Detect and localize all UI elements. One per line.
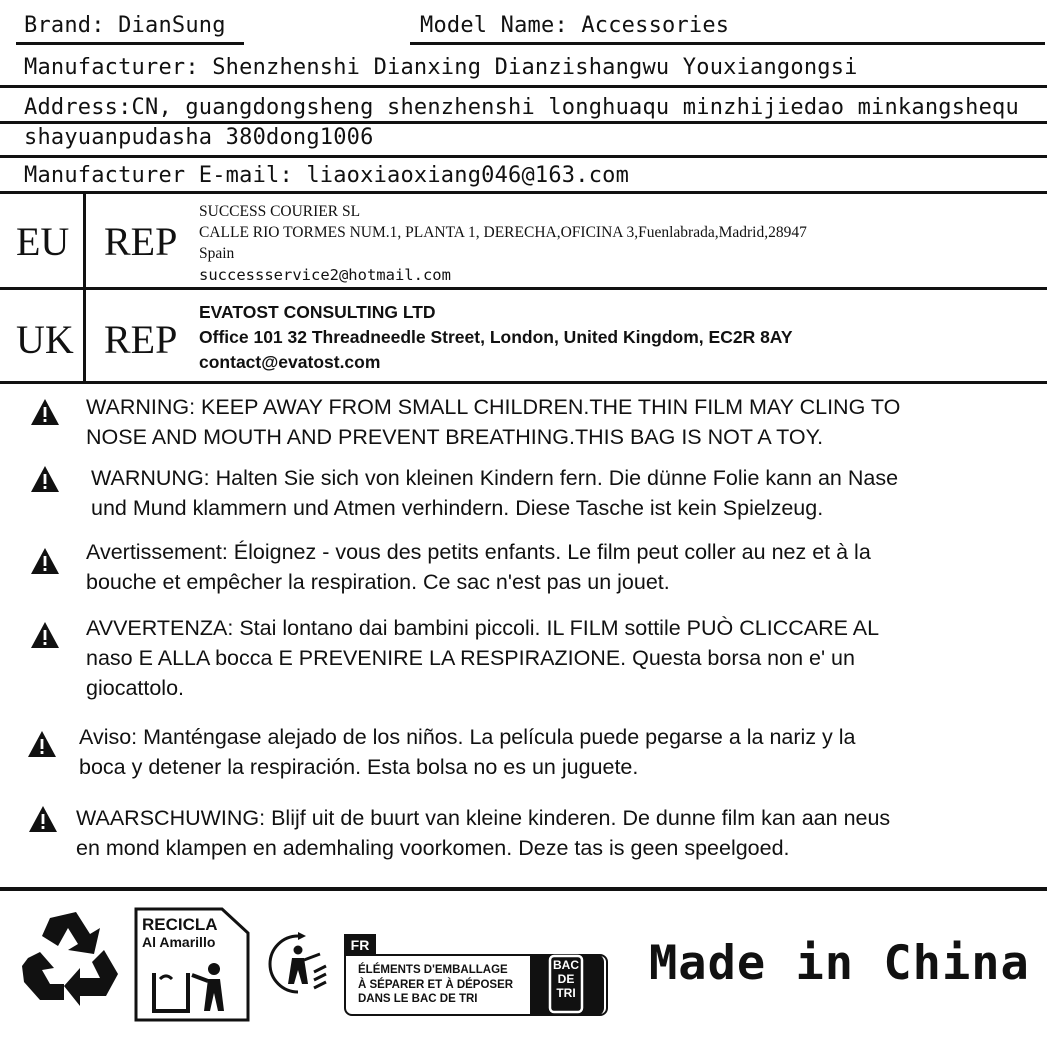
warning-line: WARNUNG: Halten Sie sich von kleinen Kindern fern. Die dünne Folie kann an Nase (91, 466, 899, 490)
made-in-label: Made in China (649, 936, 1030, 991)
uk-region-label: UK (16, 317, 74, 362)
eu-rep-name: SUCCESS COURIER SL (199, 203, 361, 220)
warning-line: und Mund klammern und Atmen verhindern. Diese Tasche ist kein Spielzeug. (91, 496, 824, 520)
warning-triangle-icon (30, 547, 60, 575)
fr-badge-label: FR (350, 937, 370, 953)
divider (0, 887, 1047, 891)
eu-rep-country: Spain (199, 245, 235, 262)
info-tri-badge (344, 934, 604, 1014)
brand-label: Brand: DianSung (24, 13, 226, 38)
warning-line: AVVERTENZA: Stai lontano dai bambini piccoli. IL FILM sottile PUÒ CLICCARE AL (86, 616, 880, 640)
eu-rep-address: CALLE RIO TORMES NUM.1, PLANTA 1, DERECHA,OFICINA 3,Fuenlabrada,Madrid,28947 (199, 224, 807, 241)
divider (0, 287, 1047, 290)
bin-label (542, 958, 590, 1000)
warning-line: boca y detener la respiración. Esta bolsa no es un juguete. (79, 755, 639, 779)
rep-column-divider (83, 289, 86, 381)
address-line-2: shayuanpudasha 380dong1006 (24, 125, 374, 150)
triman-icon (268, 932, 336, 996)
warning-line: Avertissement: Éloignez - vous des petits enfants. Le film peut coller au nez et à la (86, 540, 871, 564)
warning-triangle-icon (30, 621, 60, 649)
fr-text (358, 963, 513, 1007)
warning-line: naso E ALLA bocca E PREVENIRE LA RESPIRAZIONE. Questa borsa non e' un (86, 646, 855, 670)
bin-person-icon (148, 959, 238, 1015)
manufacturer-email: Manufacturer E-mail: liaoxiaoxiang046@163.com (24, 163, 630, 188)
warning-line: bouche et empêcher la respiration. Ce sac n'est pas un jouet. (86, 570, 670, 594)
divider (0, 191, 1047, 194)
recycle-arrows-icon (20, 910, 120, 1006)
uk-rep-email: contact@evatost.com (199, 352, 381, 372)
eu-rep-label: REP (104, 219, 178, 264)
model-label: Model Name: Accessories (420, 13, 730, 38)
warning-line: Aviso: Manténgase alejado de los niños. La película puede pegarse a la nariz y la (79, 725, 856, 749)
recicla-badge (134, 907, 250, 1022)
address-line-1: Address:CN, guangdongsheng shenzhenshi longhuaqu minzhijiedao minkangshequ (24, 95, 1019, 120)
model-underline (410, 42, 1045, 45)
eu-region-label: EU (16, 219, 70, 264)
fr-line: À SÉPARER ET À DÉPOSER (358, 978, 514, 991)
eu-rep-email: successservice2@hotmail.com (199, 266, 451, 284)
bin-label-line: DE (557, 972, 575, 986)
recicla-title: RECICLA (142, 915, 218, 934)
warning-triangle-icon (28, 805, 58, 833)
divider (0, 155, 1047, 158)
warning-line: en mond klampen en ademhaling voorkomen. Deze tas is geen speelgoed. (76, 836, 790, 860)
fr-line: ÉLÉMENTS D'EMBALLAGE (358, 964, 508, 976)
divider (0, 85, 1047, 88)
manufacturer-label: Manufacturer: Shenzhenshi Dianxing Dianzishangwu Youxiangongsi (24, 55, 858, 80)
rep-column-divider (83, 193, 86, 287)
fr-line: DANS LE BAC DE TRI (358, 993, 478, 1005)
divider (0, 121, 1047, 124)
warning-line: WARNING: KEEP AWAY FROM SMALL CHILDREN.THE THIN FILM MAY CLING TO (86, 395, 901, 419)
fr-badge (344, 934, 376, 956)
brand-underline (16, 42, 244, 45)
warning-line: NOSE AND MOUTH AND PREVENT BREATHING.THIS BAG IS NOT A TOY. (86, 425, 824, 449)
recicla-subtitle: Al Amarillo (142, 934, 216, 950)
warning-triangle-icon (30, 398, 60, 426)
divider (0, 381, 1047, 384)
warning-triangle-icon (27, 730, 57, 758)
uk-rep-label: REP (104, 317, 178, 362)
warning-line: giocattolo. (86, 676, 185, 700)
warning-triangle-icon (30, 465, 60, 493)
warning-line: WAARSCHUWING: Blijf uit de buurt van kleine kinderen. De dunne film kan aan neus (76, 806, 891, 830)
uk-rep-address: Office 101 32 Threadneedle Street, London, United Kingdom, EC2R 8AY (199, 327, 793, 347)
bin-label-line: BAC (553, 958, 579, 972)
bin-label-line: TRI (556, 986, 576, 1000)
uk-rep-name: EVATOST CONSULTING LTD (199, 302, 436, 322)
